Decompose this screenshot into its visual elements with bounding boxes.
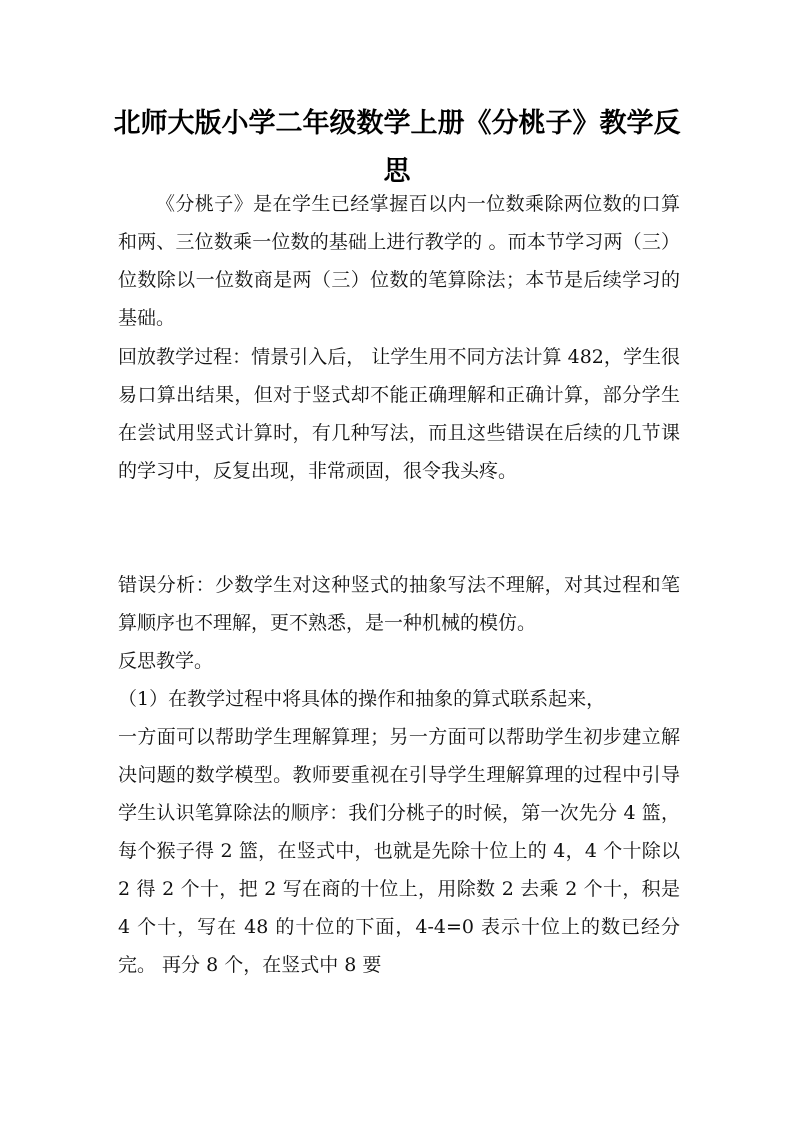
paragraph-point-one-block <box>118 680 680 718</box>
paragraph-intro-block <box>118 185 680 337</box>
paragraph-detail-block <box>118 718 680 984</box>
paragraph-review-block <box>118 338 680 490</box>
paragraph-error-analysis: 错误分析：少数学生对这种竖式的抽象写法不理解，对其过程和笔算顺序也不理解，更不熟悉，是一种机械的模仿。 <box>118 574 680 634</box>
paragraph-error-analysis-block <box>118 566 680 642</box>
paragraph-detail: 一方面可以帮助学生理解算理；另一方面可以帮助学生初步建立解决问题的数学模型。教师要重视在引导学生理解算理的过程中引导学生认识笔算除法的顺序：我们分桃子的时候，第一次先分 4 篮，每个猴子得 2 篮，在竖式中，也就是先除十位上的 4，4 个十除以 2 得 2 个十，把 2 写在商的十位上，用除数 2 去乘 2 个十，积是 4 个十，写在 48 的十位的下面，4-4=0 表示十位上的数已经分完。 再分 8 个，在竖式中 8 要 <box>118 726 680 976</box>
paragraph-reflection-heading: 反思教学。 <box>118 650 214 672</box>
paragraph-review: 回放教学过程：情景引入后， 让学生用不同方法计算 482，学生很易口算出结果，但对于竖式却不能正确理解和正确计算，部分学生在尝试用竖式计算时，有几种写法，而且这些错误在后续的几节课的学习中，反复出现，非常顽固，很令我头疼。 <box>118 346 680 482</box>
paragraph-intro: 《分桃子》是在学生已经掌握百以内一位数乘除两位数的口算和两、三位数乘一位数的基础上进行教学的 。而本节学习两（三）位数除以一位数商是两（三）位数的笔算除法；本节是后续学习的基础。 <box>118 193 680 329</box>
paragraph-point-one: （1）在教学过程中将具体的操作和抽象的算式联系起来， <box>118 688 606 710</box>
document-title: 北师大版小学二年级数学上册《分桃子》教学反思 <box>113 108 681 187</box>
paragraph-reflection-heading-block <box>118 642 680 680</box>
